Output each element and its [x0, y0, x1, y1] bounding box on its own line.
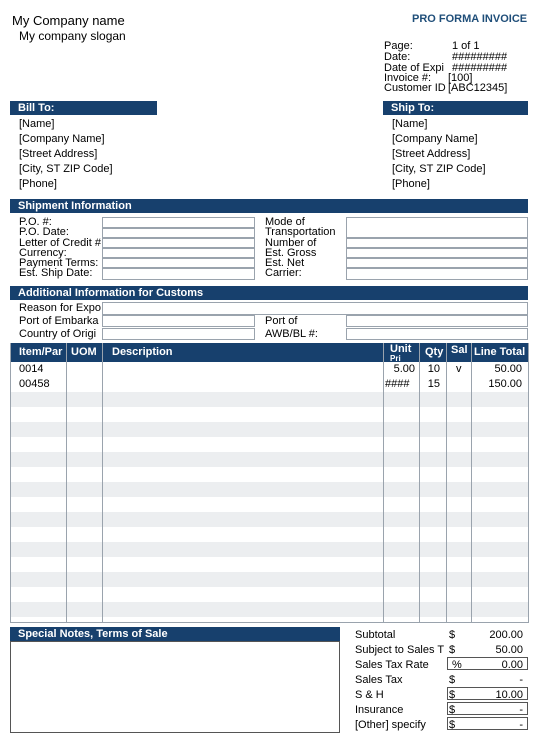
est-gross-field[interactable] — [346, 248, 528, 258]
totals-label: Insurance — [355, 704, 404, 716]
totals-currency: $ — [449, 644, 456, 656]
meta-label: Invoice #: — [384, 73, 432, 84]
ship-to-line: [Name] — [392, 118, 428, 130]
meta-value: ######### — [452, 52, 508, 63]
meta-label: Customer ID — [384, 83, 446, 94]
po-date-field[interactable] — [102, 228, 255, 238]
carrier-field[interactable] — [346, 268, 528, 280]
letter-of-credit-field[interactable] — [102, 238, 255, 248]
meta-value: ######### — [452, 63, 508, 74]
customs-label: AWB/BL #: — [265, 329, 318, 340]
totals-label: Subtotal — [355, 629, 396, 641]
totals-label: Subject to Sales T — [355, 644, 445, 656]
bill-to-line: [Phone] — [19, 178, 57, 190]
totals-currency: $ — [449, 674, 456, 686]
table-row-stripe — [10, 572, 528, 587]
col-header-unit-price-2: Pri — [390, 354, 401, 362]
table-row-stripe — [10, 392, 528, 407]
shipment-label: Mode of — [265, 217, 305, 228]
shipment-label: Est. Net — [265, 258, 305, 269]
totals-currency: $ — [449, 689, 456, 701]
totals-value: 50.00 — [495, 644, 523, 656]
port-of-embarkation-field[interactable] — [102, 315, 255, 327]
est-ship-date-field[interactable] — [102, 268, 255, 280]
totals-value: 200.00 — [489, 629, 523, 641]
customs-header: Additional Information for Customs — [10, 286, 528, 300]
meta-value: 1 of 1 — [452, 41, 480, 52]
port-of-field[interactable] — [346, 315, 528, 327]
qty-cell: 15 — [427, 378, 440, 390]
totals-value: 10.00 — [495, 689, 523, 701]
shipment-label: Number of — [265, 238, 317, 249]
totals-label: [Other] specify — [355, 719, 426, 731]
totals-value: - — [519, 704, 523, 716]
shipment-label: Letter of Credit # — [19, 238, 101, 249]
document-title: PRO FORMA INVOICE — [412, 13, 528, 25]
unit-price-cell: 5.00 — [393, 363, 415, 375]
line-total-cell: 150.00 — [488, 378, 522, 390]
col-header-unit-price: Unit — [390, 343, 412, 355]
currency-field[interactable] — [102, 248, 255, 258]
shipment-header: Shipment Information — [10, 199, 528, 213]
meta-label: Date: — [384, 52, 411, 63]
customs-label: Port of — [265, 316, 298, 327]
totals-currency: $ — [449, 704, 456, 716]
table-row-stripe — [10, 542, 528, 557]
sales-tax-cell: v — [456, 363, 462, 375]
totals-label: Sales Tax — [355, 674, 403, 686]
bill-to-header: Bill To: — [10, 101, 157, 115]
customs-label: Port of Embarka — [19, 316, 99, 327]
ship-to-header: Ship To: — [383, 101, 528, 115]
qty-cell: 10 — [427, 363, 440, 375]
shipment-label: Est. Gross — [265, 248, 317, 259]
totals-label: Sales Tax Rate — [355, 659, 429, 671]
table-row-stripe — [10, 512, 528, 527]
col-header-line-total: Line Total — [474, 346, 526, 358]
col-header-description: Description — [112, 346, 173, 358]
country-of-origin-field[interactable] — [102, 328, 255, 340]
unit-price-cell: #### — [385, 378, 410, 390]
ship-to-line: [Street Address] — [392, 148, 471, 160]
line-total-cell: 50.00 — [494, 363, 522, 375]
col-header-item: Item/Par — [19, 346, 63, 358]
mode-of-transportation-field[interactable] — [346, 217, 528, 238]
shipment-label: Payment Terms: — [19, 258, 99, 269]
customs-label: Reason for Expo — [19, 303, 101, 314]
item-cell: 0014 — [19, 363, 44, 375]
bill-to-line: [City, ST ZIP Code] — [19, 163, 113, 175]
reason-for-export-field[interactable] — [102, 302, 528, 315]
other-box[interactable] — [447, 717, 528, 730]
awb-bl-field[interactable] — [346, 328, 528, 340]
meta-label: Date of Expi — [384, 63, 444, 74]
ship-to-line: [Phone] — [392, 178, 430, 190]
insurance-box[interactable] — [447, 702, 528, 715]
totals-value: - — [519, 719, 523, 731]
shipment-label: Transportation — [265, 227, 336, 238]
shipment-label: Carrier: — [265, 268, 302, 279]
col-header-sales: Sal — [451, 344, 468, 356]
totals-currency: $ — [449, 629, 456, 641]
totals-label: S & H — [355, 689, 384, 701]
number-of-field[interactable] — [346, 238, 528, 248]
meta-value: [100] — [448, 73, 473, 84]
notes-area[interactable] — [10, 641, 340, 733]
table-row-stripe — [10, 422, 528, 437]
ship-to-line: [Company Name] — [392, 133, 478, 145]
meta-value: [ABC12345] — [448, 83, 508, 94]
po-number-field[interactable] — [102, 217, 255, 228]
table-row-stripe — [10, 602, 528, 617]
shipment-label: Currency: — [19, 248, 67, 259]
table-row-stripe — [10, 452, 528, 467]
totals-value: - — [519, 674, 523, 686]
shipment-label: Est. Ship Date: — [19, 268, 93, 279]
bill-to-line: [Street Address] — [19, 148, 98, 160]
shipment-label: P.O. #: — [19, 217, 52, 228]
bill-to-line: [Company Name] — [19, 133, 105, 145]
col-header-qty: Qty — [425, 346, 444, 358]
col-header-uom: UOM — [71, 346, 97, 358]
company-name: My Company name — [12, 13, 125, 28]
totals-currency: $ — [449, 719, 456, 731]
table-row-stripe — [10, 482, 528, 497]
est-net-field[interactable] — [346, 258, 528, 268]
item-cell: 00458 — [19, 378, 50, 390]
company-slogan: My company slogan — [19, 29, 126, 43]
bill-to-line: [Name] — [19, 118, 55, 130]
notes-header: Special Notes, Terms of Sale — [10, 627, 340, 641]
customs-label: Country of Origi — [19, 329, 97, 340]
payment-terms-field[interactable] — [102, 258, 255, 268]
shipment-label: P.O. Date: — [19, 227, 69, 238]
ship-to-line: [City, ST ZIP Code] — [392, 163, 486, 175]
totals-currency: % — [452, 659, 462, 671]
meta-label: Page: — [384, 41, 413, 52]
totals-value: 0.00 — [501, 659, 523, 671]
